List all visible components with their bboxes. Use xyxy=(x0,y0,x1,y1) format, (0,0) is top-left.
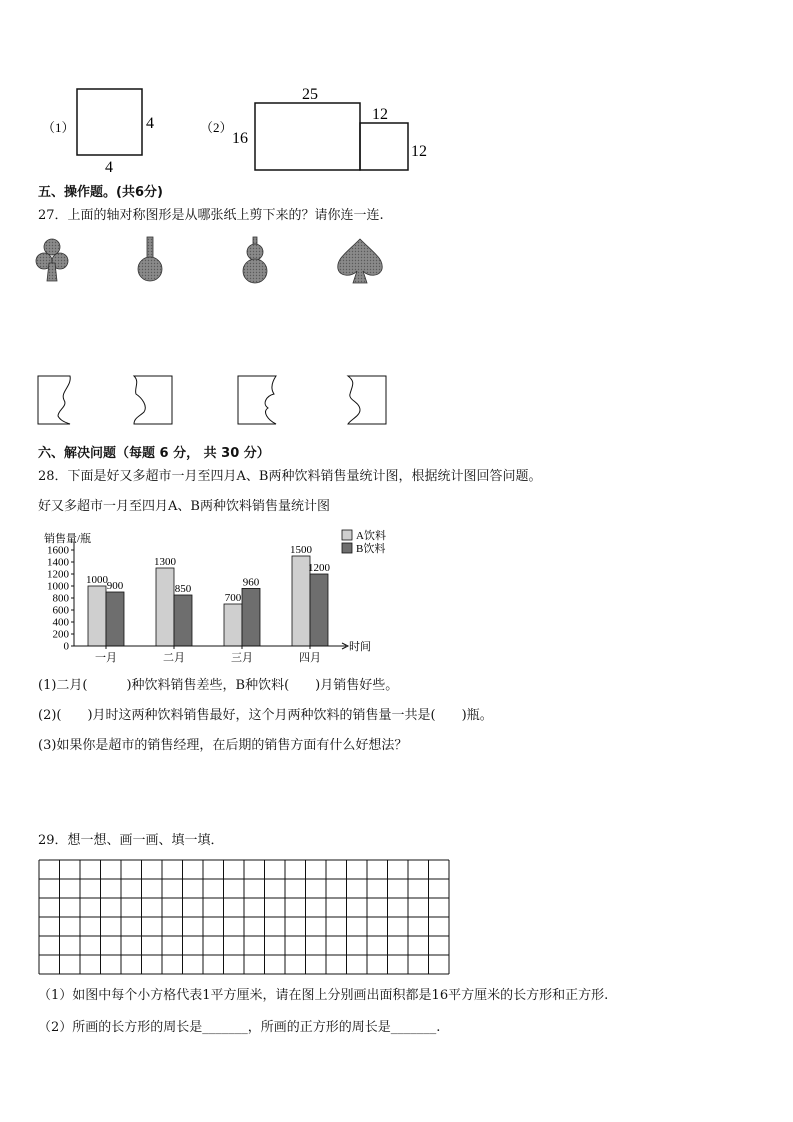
fig2-top-small-label: 12 xyxy=(372,106,388,123)
fig1-square xyxy=(77,89,142,155)
y-tick-label: 600 xyxy=(52,604,69,617)
chart-bar xyxy=(156,568,174,646)
bar-value-label: 1000 xyxy=(86,574,108,586)
y-tick-label: 1400 xyxy=(47,556,69,569)
chart-bar xyxy=(224,604,242,646)
bar-value-label: 700 xyxy=(224,592,242,604)
y-tick-label: 1600 xyxy=(47,544,69,557)
q29-2-text: （2）所画的长方形的周长是_______，所画的正方形的周长是_______. xyxy=(38,1020,441,1035)
q28-2-text: (2)( )月时这两种饮料销售最好，这个月两种饮料的销售量一共是( )瓶。 xyxy=(38,708,493,723)
paper-option-4 xyxy=(348,376,386,424)
legend-swatch xyxy=(342,530,352,540)
chart-bar xyxy=(174,595,192,646)
paper-option-3 xyxy=(238,376,276,424)
legend-swatch xyxy=(342,543,352,553)
fig2-big-rect xyxy=(255,103,360,170)
spade-shape-icon xyxy=(338,239,383,283)
bar-value-label: 900 xyxy=(106,580,124,592)
symmetric-shapes-svg xyxy=(30,235,390,295)
sales-chart-svg xyxy=(30,522,390,670)
grid-paper-svg xyxy=(38,859,452,975)
x-category-label: 三月 xyxy=(231,652,253,664)
club-shape-icon xyxy=(36,239,68,281)
chart-bar xyxy=(242,588,260,646)
chart-ylabel: 销售量/瓶 xyxy=(44,533,92,545)
y-tick-label: 1000 xyxy=(47,580,69,593)
gourd-shape-icon xyxy=(243,237,267,283)
chart-bar xyxy=(106,592,124,646)
chart-xlabel: 时间 xyxy=(349,641,371,653)
q29-text: 29．想一想、画一画、填一填． xyxy=(38,833,224,848)
bar-value-label: 1200 xyxy=(308,562,330,574)
bar-value-label: 1300 xyxy=(154,556,176,568)
fig1-side-right: 4 xyxy=(146,115,154,132)
y-tick-label: 0 xyxy=(63,640,69,653)
top-figures xyxy=(30,80,450,180)
section5-heading: 五、操作题。(共6分) xyxy=(38,185,163,200)
sales-chart xyxy=(30,522,390,670)
fig2-top-big-label: 25 xyxy=(302,86,318,103)
fig2-right-small-label: 12 xyxy=(411,143,427,160)
bar-value-label: 960 xyxy=(242,576,260,589)
symmetric-shapes xyxy=(30,235,390,295)
q27-text: 27．上面的轴对称图形是从哪张纸上剪下来的？请你连一连. xyxy=(38,208,384,223)
chart-caption: 好又多超市一月至四月A、B两种饮料销售量统计图 xyxy=(38,499,330,514)
folded-papers xyxy=(30,372,400,432)
fig2-left-label: 16 xyxy=(232,130,248,147)
q28-3-text: (3)如果你是超市的销售经理，在后期的销售方面有什么好想法？ xyxy=(38,738,408,753)
fig1-label: （1） xyxy=(42,120,75,135)
q28-1-text: (1)二月( )种饮料销售差些，B种饮料( )月销售好些。 xyxy=(38,678,399,693)
round-stick-shape-icon xyxy=(138,237,162,281)
paper-option-1 xyxy=(38,376,70,424)
section6-heading: 六、解决问题（每题 6 分， 共 30 分） xyxy=(38,446,270,461)
bar-value-label: 850 xyxy=(174,583,192,595)
chart-bar xyxy=(310,574,328,646)
y-tick-label: 400 xyxy=(52,616,69,629)
grid-paper xyxy=(38,859,452,975)
chart-bar xyxy=(88,586,106,646)
x-category-label: 四月 xyxy=(299,652,321,664)
fig2-label: （2） xyxy=(200,120,233,135)
y-tick-label: 1200 xyxy=(47,568,69,581)
q28-text: 28．下面是好又多超市一月至四月A、B两种饮料销售量统计图，根据统计图回答问题。 xyxy=(38,469,542,484)
legend-label: A饮料 xyxy=(356,530,386,542)
y-tick-label: 800 xyxy=(52,592,69,605)
bar-value-label: 1500 xyxy=(290,544,312,556)
q29-1-text: （1）如图中每个小方格代表1平方厘米，请在图上分别画出面积都是16平方厘米的长方形和正方形. xyxy=(38,988,609,1003)
paper-option-2 xyxy=(134,376,172,424)
y-tick-label: 200 xyxy=(52,628,69,641)
folded-papers-svg xyxy=(30,372,400,432)
x-category-label: 二月 xyxy=(163,652,185,664)
legend-label: B饮料 xyxy=(356,543,386,555)
fig1-side-bottom: 4 xyxy=(105,159,113,176)
x-category-label: 一月 xyxy=(95,652,117,664)
fig2-small-rect xyxy=(360,123,408,170)
perimeter-figures-svg xyxy=(30,80,450,180)
